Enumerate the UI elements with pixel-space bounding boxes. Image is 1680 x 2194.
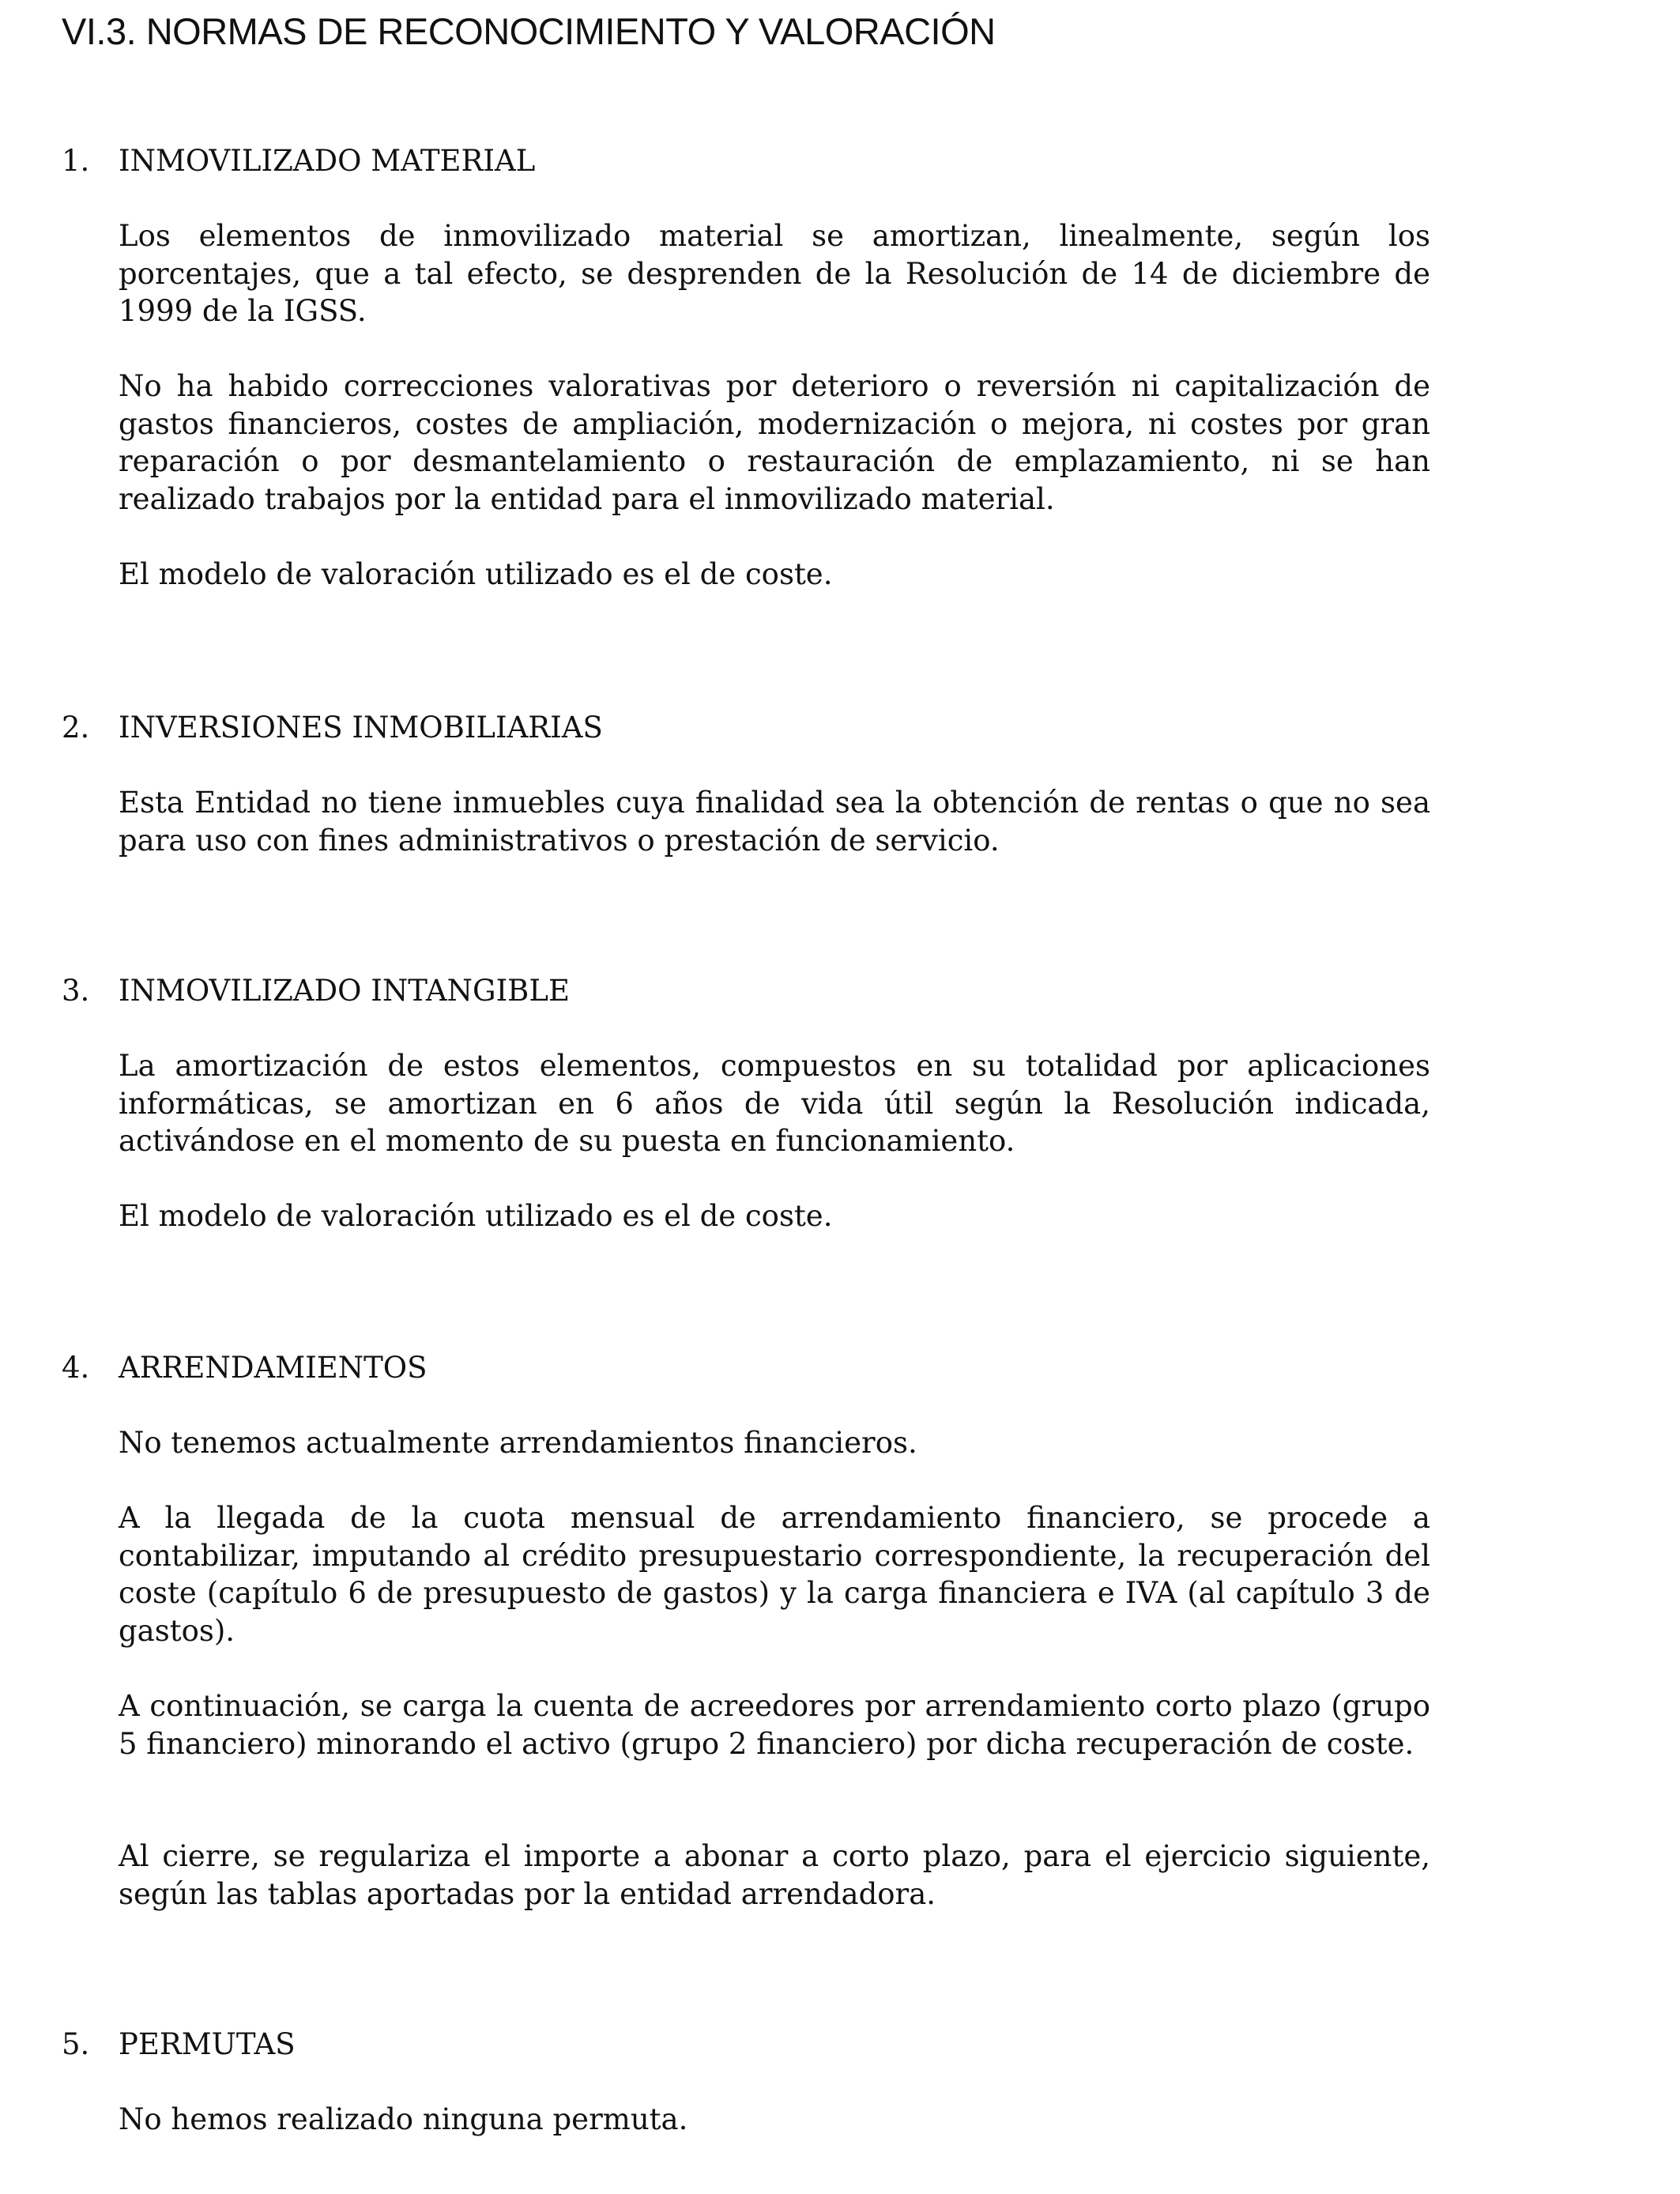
paragraph: No hemos realizado ninguna permuta.	[119, 2102, 688, 2136]
paragraph: A continuación, se carga la cuenta de acreedores por arrendamiento corto plazo (grupo 5 financiero) minorando el activo (grupo 2 financiero) por dicha recuperación de coste.	[119, 1689, 1430, 1761]
paragraph: A la llegada de la cuota mensual de arrendamiento financiero, se procede a contabilizar, imputando al crédito presupuestario correspondiente, la recuperación del coste (capítulo 6 de presupuesto de gastos) y la carga financiera e IVA (al capítulo 3 de gastos).	[119, 1501, 1430, 1648]
section-number: 5.	[62, 2027, 90, 2061]
section-heading: INMOVILIZADO INTANGIBLE	[119, 974, 570, 1008]
paragraph: El modelo de valoración utilizado es el de coste.	[119, 1199, 833, 1233]
paragraph: Los elementos de inmovilizado material se amortizan, linealmente, según los porcentajes, que a tal efecto, se desprenden de la Resolución de 14 de diciembre de 1999 de la IGSS.	[119, 219, 1430, 328]
section-number: 1.	[62, 144, 90, 178]
section-heading: PERMUTAS	[119, 2027, 296, 2061]
paragraph: El modelo de valoración utilizado es el de coste.	[119, 557, 833, 591]
section-number: 4.	[62, 1351, 90, 1385]
paragraph: Al cierre, se regulariza el importe a abonar a corto plazo, para el ejercicio siguiente, según las tablas aportadas por la entidad arrendadora.	[119, 1839, 1430, 1911]
section-heading: INVERSIONES INMOBILIARIAS	[119, 711, 603, 745]
section-number: 2.	[62, 711, 90, 745]
section-heading: INMOVILIZADO MATERIAL	[119, 144, 536, 178]
page-title: VI.3. NORMAS DE RECONOCIMIENTO Y VALORACIÓN	[62, 10, 996, 52]
section-heading: ARRENDAMIENTOS	[119, 1351, 428, 1385]
paragraph: Esta Entidad no tiene inmuebles cuya finalidad sea la obtención de rentas o que no sea para uso con fines administrativos o prestación de servicio.	[119, 786, 1430, 858]
paragraph: No tenemos actualmente arrendamientos financieros.	[119, 1426, 917, 1460]
section-number: 3.	[62, 974, 90, 1008]
paragraph: No ha habido correcciones valorativas por deterioro o reversión ni capitalización de gastos financieros, costes de ampliación, modernización o mejora, ni costes por gran reparación o por desmantelamiento o restauración de emplazamiento, ni se han realizado trabajos por la entidad para el inmovilizado material.	[119, 369, 1430, 516]
paragraph: La amortización de estos elementos, compuestos en su totalidad por aplicaciones informáticas, se amortizan en 6 años de vida útil según la Resolución indicada, activándose en el momento de su puesta en funcionamiento.	[119, 1049, 1430, 1158]
